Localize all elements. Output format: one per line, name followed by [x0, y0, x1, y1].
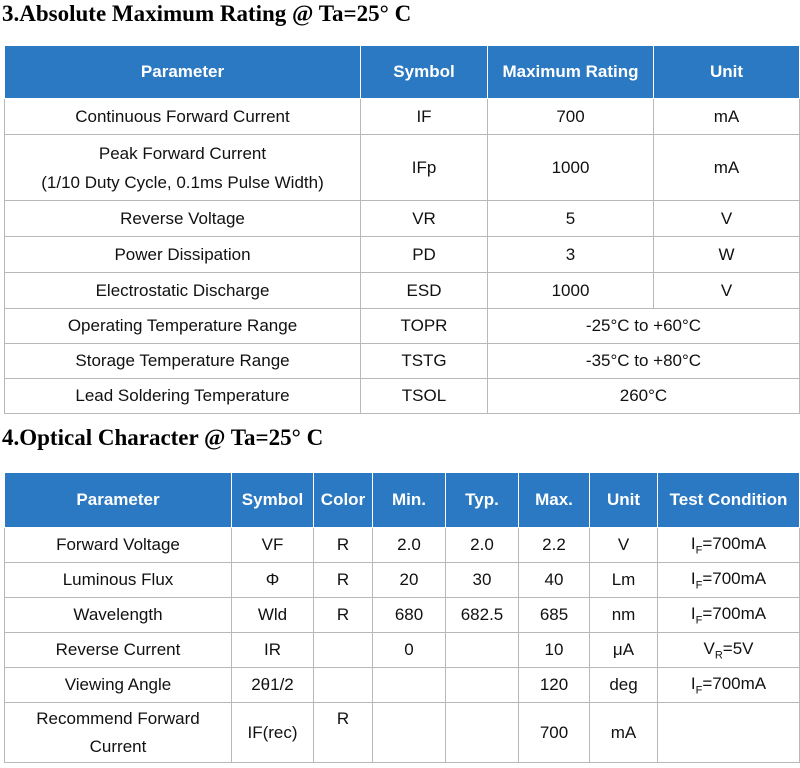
parameter-line: Recommend Forward: [36, 708, 200, 728]
cell-unit: V: [654, 273, 800, 309]
cell-rating: 260°C: [488, 379, 800, 414]
cell-parameter: Luminous Flux: [5, 563, 232, 598]
cell-typ: [446, 703, 519, 763]
cond-var: I: [690, 603, 696, 623]
cell-symbol: TSTG: [361, 344, 488, 379]
cell-test-condition: [658, 703, 800, 763]
cell-parameter: [5, 703, 232, 763]
cell-symbol: VF: [232, 528, 314, 563]
cell-unit: mA: [654, 99, 800, 135]
cell-rating: 1000: [488, 135, 654, 201]
cell-max: 700: [519, 703, 590, 763]
cell-test-condition: [658, 528, 800, 563]
cell-symbol: VR: [361, 201, 488, 237]
cond-value: =5V: [722, 638, 754, 658]
cond-value: =700mA: [702, 533, 767, 553]
cell-unit: mA: [590, 703, 658, 763]
table-row: [5, 703, 800, 763]
cell-min: 680: [373, 598, 446, 633]
table-row: [5, 528, 800, 563]
cell-symbol: TOPR: [361, 309, 488, 344]
cell-parameter: Reverse Current: [5, 633, 232, 668]
cell-unit: Lm: [590, 563, 658, 598]
cell-unit: W: [654, 237, 800, 273]
cell-color: R: [314, 703, 373, 763]
optical-character-table: [4, 472, 800, 763]
cell-parameter: Lead Soldering Temperature: [5, 379, 361, 414]
cell-parameter: Power Dissipation: [5, 237, 361, 273]
table-row: [5, 668, 800, 703]
cell-parameter: Electrostatic Discharge: [5, 273, 361, 309]
cell-min: [373, 703, 446, 763]
table-header-row: [5, 473, 800, 528]
cell-max: 10: [519, 633, 590, 668]
header-max: Max.: [519, 473, 590, 528]
cell-rating: 700: [488, 99, 654, 135]
cond-subscript: F: [695, 684, 703, 697]
cell-parameter: Viewing Angle: [5, 668, 232, 703]
table-row: [5, 309, 800, 344]
cell-color: R: [314, 528, 373, 563]
cell-min: 0: [373, 633, 446, 668]
cell-max: 120: [519, 668, 590, 703]
table-row: [5, 99, 800, 135]
cell-typ: 30: [446, 563, 519, 598]
cell-rating: -35°C to +80°C: [488, 344, 800, 379]
cell-symbol: IF: [361, 99, 488, 135]
cell-typ: [446, 668, 519, 703]
section-3-heading: 3.Absolute Maximum Rating @ Ta=25° C: [2, 1, 412, 26]
header-typ: Typ.: [446, 473, 519, 528]
cond-var: I: [690, 533, 696, 553]
cell-symbol: Φ: [232, 563, 314, 598]
cell-unit: deg: [590, 668, 658, 703]
table-row: [5, 344, 800, 379]
table-row: [5, 201, 800, 237]
cell-parameter: [5, 135, 361, 201]
cell-min: 2.0: [373, 528, 446, 563]
cell-test-condition: [658, 668, 800, 703]
table-header-row: [5, 46, 800, 99]
cond-subscript: R: [714, 649, 723, 662]
cell-parameter: Reverse Voltage: [5, 201, 361, 237]
table-row: [5, 633, 800, 668]
cond-var: I: [690, 568, 696, 588]
cell-unit: V: [654, 201, 800, 237]
cell-parameter: Wavelength: [5, 598, 232, 633]
header-maximum-rating: Maximum Rating: [488, 46, 654, 99]
cond-subscript: F: [695, 544, 703, 557]
parameter-note: (1/10 Duty Cycle, 0.1ms Pulse Width): [41, 172, 324, 192]
cell-parameter: Operating Temperature Range: [5, 309, 361, 344]
cell-typ: [446, 633, 519, 668]
cell-unit: μA: [590, 633, 658, 668]
cell-unit: nm: [590, 598, 658, 633]
cell-rating: 1000: [488, 273, 654, 309]
table-row: [5, 563, 800, 598]
cell-parameter: Storage Temperature Range: [5, 344, 361, 379]
cond-subscript: F: [695, 614, 703, 627]
cell-symbol: 2θ1/2: [232, 668, 314, 703]
cond-value: =700mA: [702, 603, 767, 623]
cell-max: 40: [519, 563, 590, 598]
header-parameter: Parameter: [5, 46, 361, 99]
cell-color: [314, 668, 373, 703]
parameter-line-2: Current: [89, 736, 147, 756]
cell-max: 2.2: [519, 528, 590, 563]
cell-rating: 3: [488, 237, 654, 273]
cell-parameter: Forward Voltage: [5, 528, 232, 563]
cell-typ: 682.5: [446, 598, 519, 633]
table-row: [5, 379, 800, 414]
section-4-heading: 4.Optical Character @ Ta=25° C: [2, 425, 324, 450]
cond-var: V: [703, 638, 715, 658]
header-unit: Unit: [654, 46, 800, 99]
table-row: [5, 237, 800, 273]
absolute-maximum-rating-table: [4, 45, 800, 414]
table-row: [5, 273, 800, 309]
header-unit: Unit: [590, 473, 658, 528]
cell-parameter: Continuous Forward Current: [5, 99, 361, 135]
cell-min: [373, 668, 446, 703]
cond-value: =700mA: [702, 568, 767, 588]
cell-typ: 2.0: [446, 528, 519, 563]
cell-symbol: IFp: [361, 135, 488, 201]
cell-symbol: IR: [232, 633, 314, 668]
cell-symbol: IF(rec): [232, 703, 314, 763]
cell-test-condition: [658, 598, 800, 633]
header-min: Min.: [373, 473, 446, 528]
cell-min: 20: [373, 563, 446, 598]
table-row: [5, 598, 800, 633]
cell-color: R: [314, 598, 373, 633]
cell-rating: 5: [488, 201, 654, 237]
cond-subscript: F: [695, 579, 703, 592]
cell-test-condition: [658, 633, 800, 668]
cell-symbol: PD: [361, 237, 488, 273]
cell-symbol: Wld: [232, 598, 314, 633]
cell-test-condition: [658, 563, 800, 598]
parameter-line: Peak Forward Current: [98, 143, 267, 163]
header-color: Color: [314, 473, 373, 528]
cell-unit: V: [590, 528, 658, 563]
cond-value: =700mA: [702, 673, 767, 693]
header-symbol: Symbol: [361, 46, 488, 99]
cell-max: 685: [519, 598, 590, 633]
cell-rating: -25°C to +60°C: [488, 309, 800, 344]
cell-symbol: TSOL: [361, 379, 488, 414]
header-parameter: Parameter: [5, 473, 232, 528]
header-test-condition: Test Condition: [658, 473, 800, 528]
table-row: [5, 135, 800, 201]
cond-var: I: [690, 673, 696, 693]
cell-symbol: ESD: [361, 273, 488, 309]
cell-unit: mA: [654, 135, 800, 201]
cell-color: R: [314, 563, 373, 598]
cell-color: [314, 633, 373, 668]
header-symbol: Symbol: [232, 473, 314, 528]
